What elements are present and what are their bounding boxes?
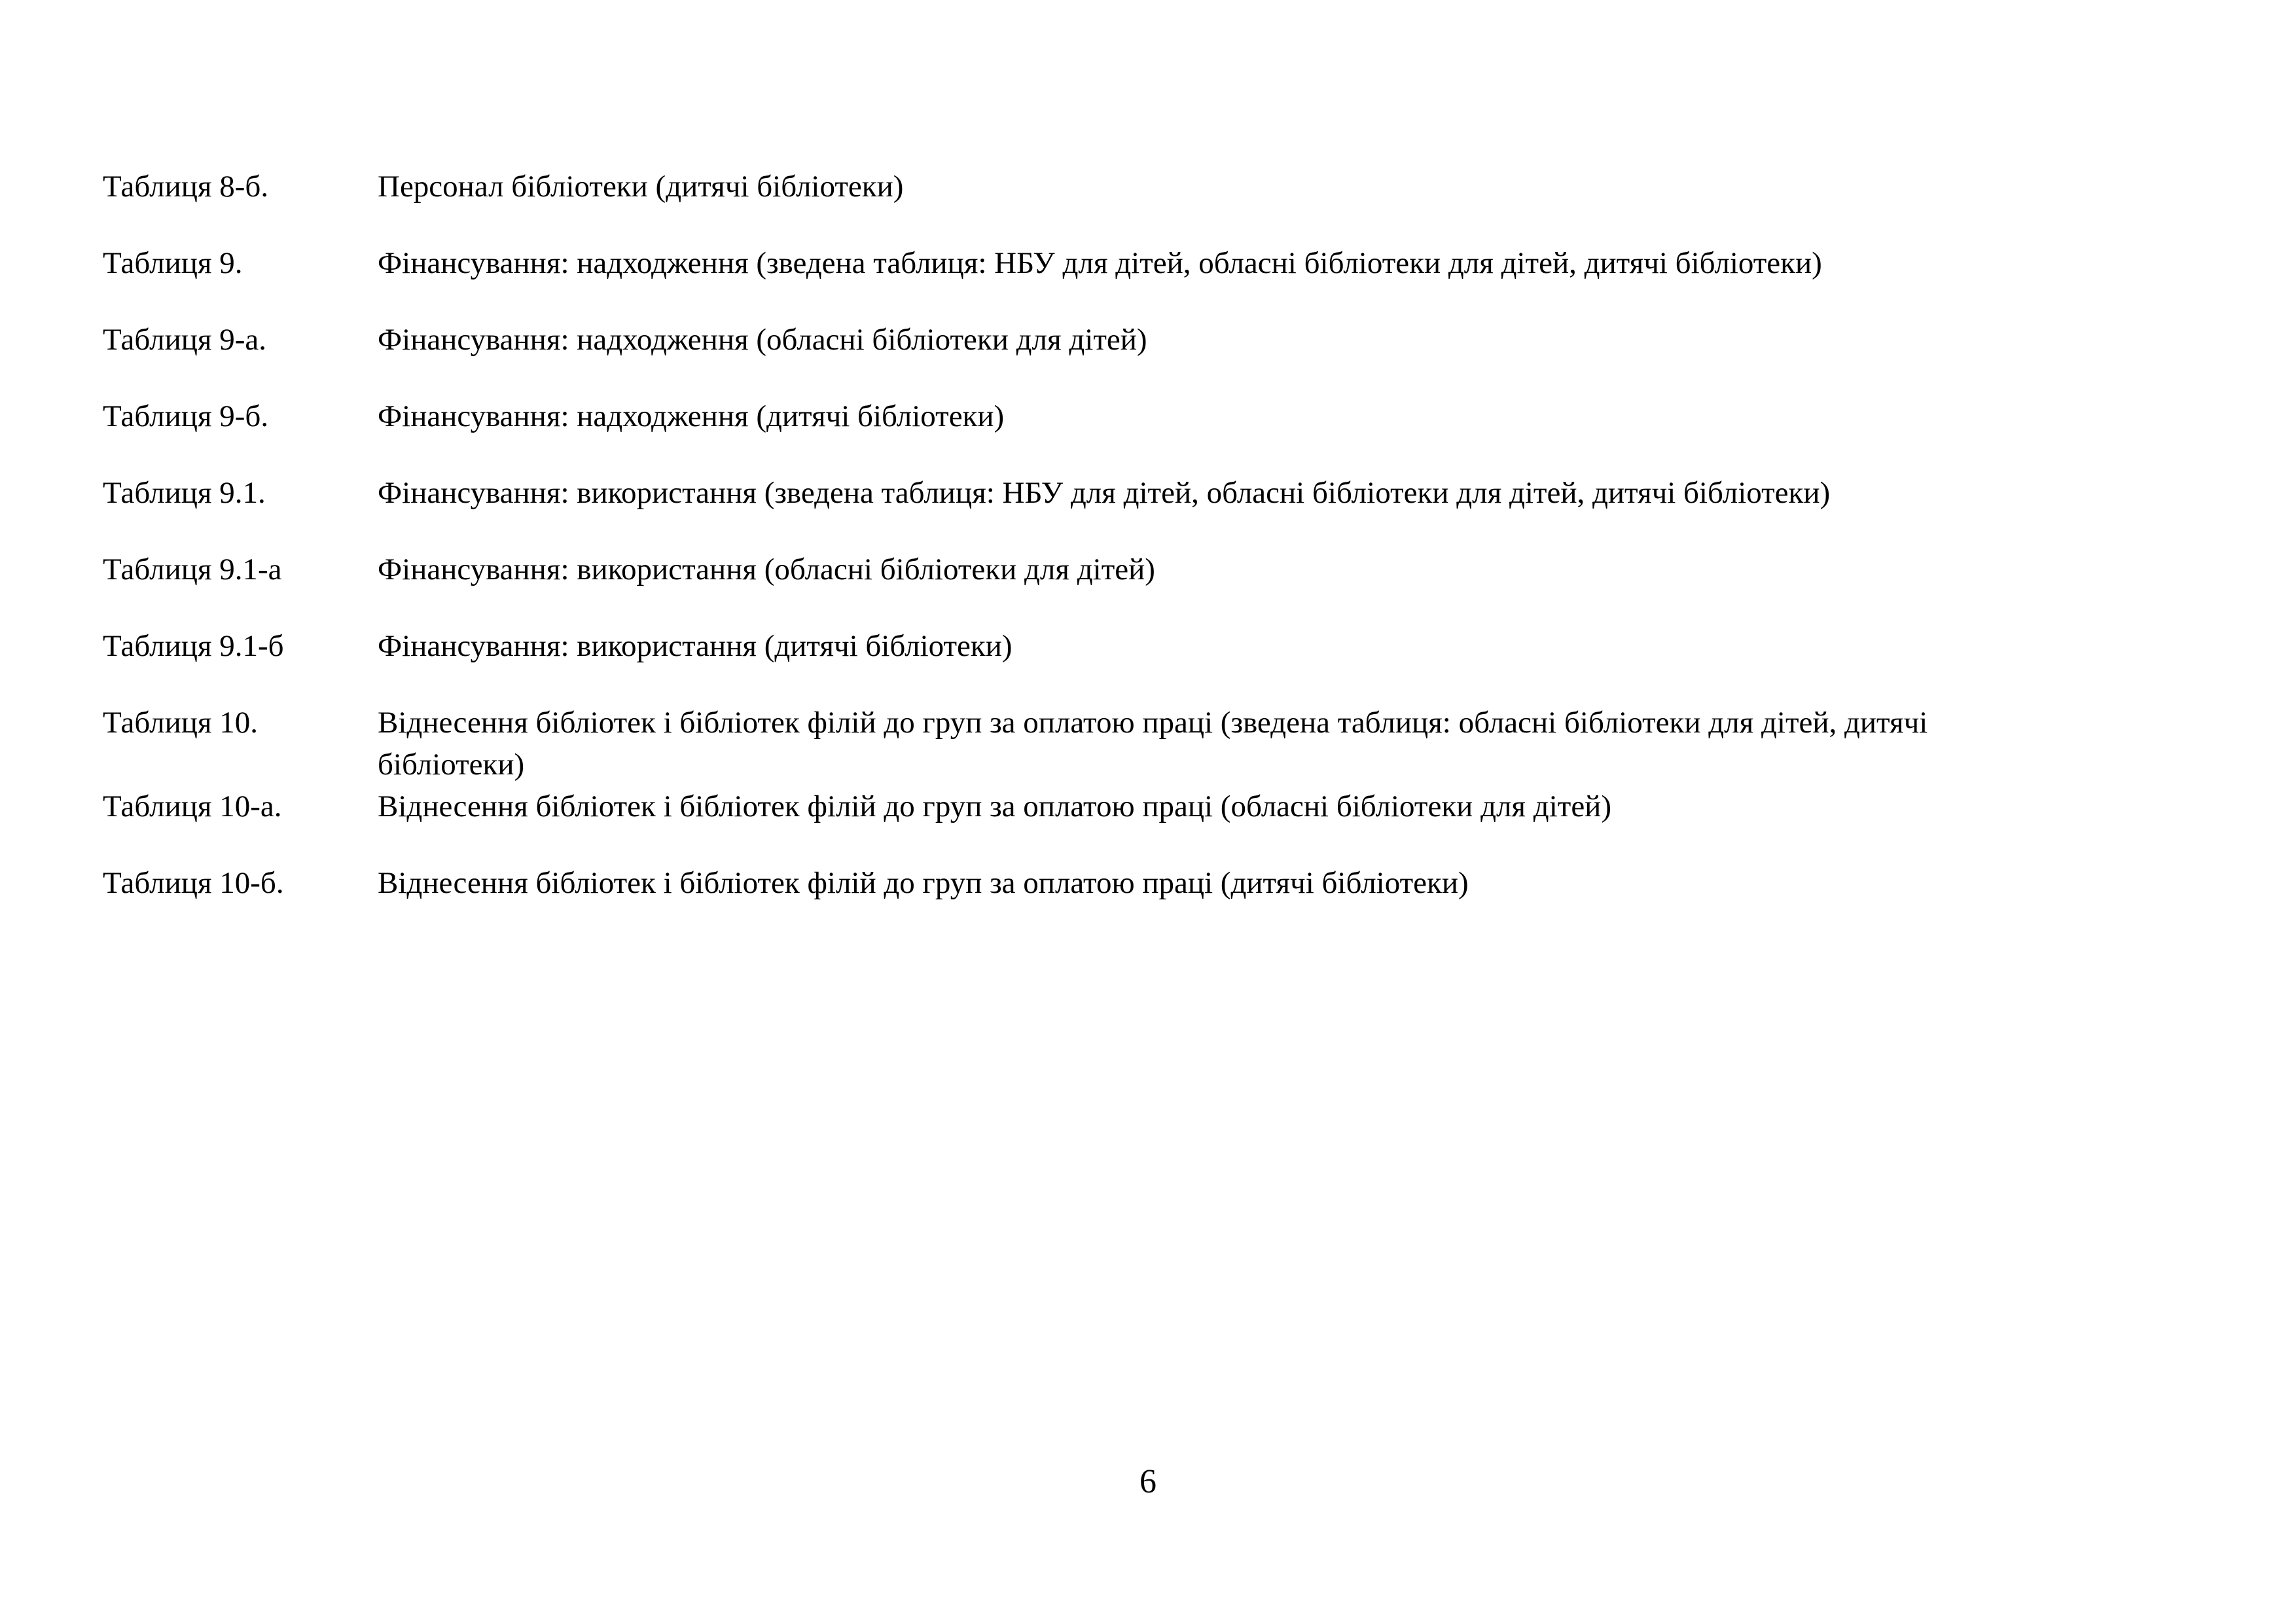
table-title: Фінансування: використання (зведена таблиця: НБУ для дітей, обласні бібліотеки для дітей, дитячі бібліотеки) — [378, 476, 1831, 510]
list-item — [103, 702, 2066, 785]
table-number: Таблиця 9.1-б — [103, 629, 284, 663]
table-number: Таблиця 9. — [103, 246, 243, 280]
table-number: Таблиця 8-б. — [103, 170, 269, 204]
table-title: Фінансування: використання (обласні бібліотеки для дітей) — [378, 552, 1155, 586]
table-title: Віднесення бібліотек і бібліотек філій до груп за оплатою праці (обласні бібліотеки для дітей) — [378, 789, 1611, 823]
list-item — [103, 472, 2066, 549]
table-title: Віднесення бібліотек і бібліотек філій до груп за оплатою праці (дитячі бібліотеки) — [378, 866, 1469, 900]
table-number: Таблиця 10-а. — [103, 789, 282, 823]
table-list — [103, 166, 2066, 939]
list-item — [103, 625, 2066, 702]
list-item — [103, 395, 2066, 472]
table-title: Фінансування: використання (дитячі бібліотеки) — [378, 629, 1013, 663]
list-item — [103, 166, 2066, 242]
list-item — [103, 862, 2066, 939]
table-title: Фінансування: надходження (зведена таблиця: НБУ для дітей, обласні бібліотеки для дітей, дитячі бібліотеки) — [378, 246, 1822, 280]
list-item — [103, 242, 2066, 319]
table-title: Фінансування: надходження (дитячі бібліотеки) — [378, 399, 1005, 433]
table-number: Таблиця 9-б. — [103, 399, 269, 433]
table-number: Таблиця 10-б. — [103, 866, 284, 900]
table-title: Персонал бібліотеки (дитячі бібліотеки) — [378, 170, 904, 204]
list-item — [103, 549, 2066, 625]
list-item — [103, 319, 2066, 395]
page-number: 6 — [1139, 1463, 1157, 1500]
list-item — [103, 785, 2066, 862]
table-number: Таблиця 9.1. — [103, 476, 266, 510]
table-title: Фінансування: надходження (обласні бібліотеки для дітей) — [378, 323, 1147, 357]
table-number: Таблиця 10. — [103, 706, 259, 740]
table-title: Віднесення бібліотек і бібліотек філій до груп за оплатою праці (зведена таблиця: обласні бібліотеки для дітей, дитячі бібліотеки) — [378, 706, 1928, 782]
table-number: Таблиця 9-а. — [103, 323, 267, 357]
table-number: Таблиця 9.1-а — [103, 552, 282, 586]
